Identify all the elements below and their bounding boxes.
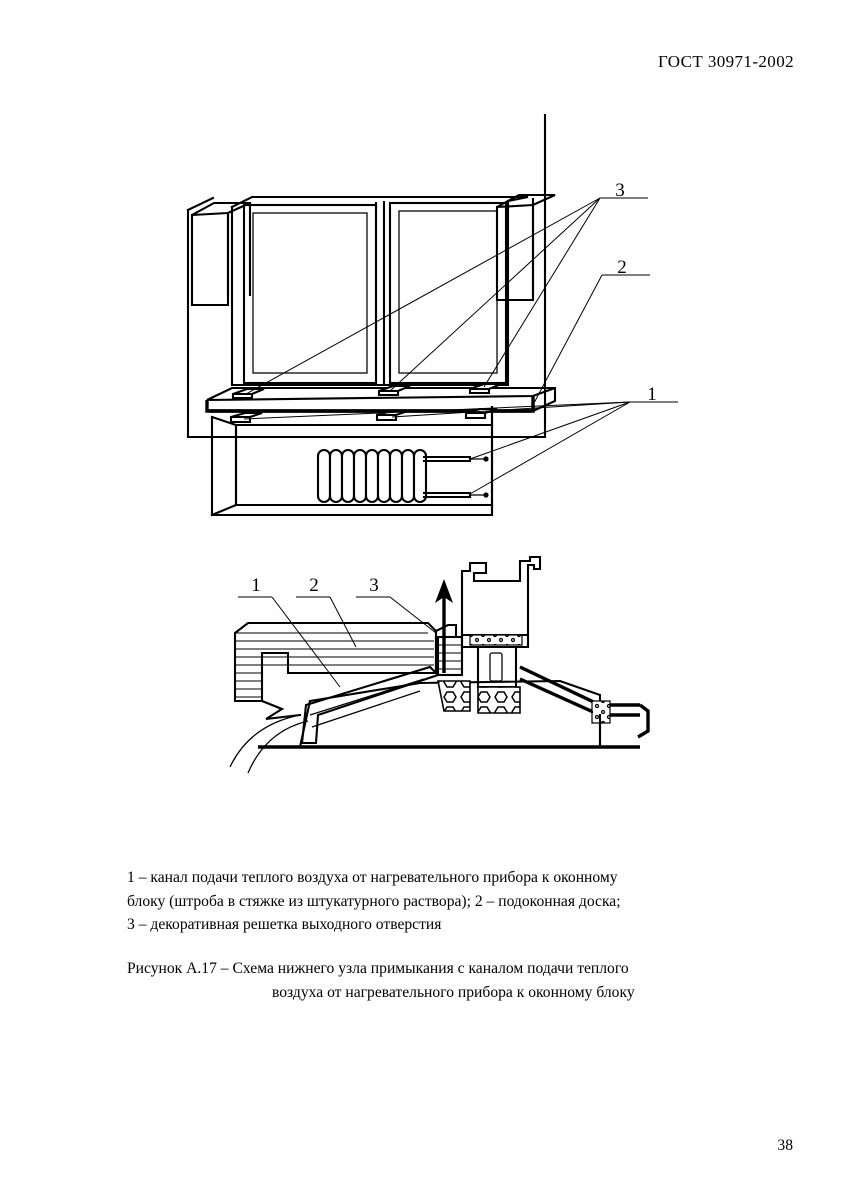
window-sash-right xyxy=(390,203,506,383)
figure-top-drawing xyxy=(0,95,849,465)
air-outlet-grille-1 xyxy=(231,413,262,422)
exterior-sill-flashing xyxy=(520,667,648,737)
radiator-sections xyxy=(318,450,426,502)
window-sash-left xyxy=(244,205,376,383)
sill-board-hatching xyxy=(235,633,434,697)
page-number: 38 xyxy=(777,1137,793,1154)
window-frame-profile xyxy=(462,557,540,687)
callout-bottom-3: 3 xyxy=(369,575,379,596)
decorative-grille-top-1 xyxy=(233,389,264,398)
figure-caption-line-1: Рисунок А.17 – Схема нижнего узла примыкания с каналом подачи теплого xyxy=(127,960,629,977)
radiator-pipes xyxy=(424,456,489,497)
figure-top-axonometric xyxy=(0,95,849,465)
callout-bottom-2: 2 xyxy=(309,575,319,596)
legend-line-1: 1 – канал подачи теплого воздуха от нагревательного прибора к оконному xyxy=(127,869,618,886)
standard-header: ГОСТ 30971-2002 xyxy=(657,52,794,71)
figure-caption-line-2: воздуха от нагревательного прибора к оконному блоку xyxy=(272,983,635,1001)
figure-bottom-drawing xyxy=(0,555,849,785)
window-sill-board-section xyxy=(235,623,436,701)
air-duct-channel xyxy=(302,667,438,743)
callout-bottom-1: 1 xyxy=(251,575,261,596)
radiator xyxy=(318,450,489,502)
callout-leaders-top xyxy=(244,198,678,494)
frame-bedding-layer xyxy=(470,635,522,645)
break-line xyxy=(262,701,300,719)
window-mullion xyxy=(376,202,384,385)
figure-legend xyxy=(127,866,787,937)
callout-top-2: 2 xyxy=(617,257,627,278)
callout-top-1: 1 xyxy=(647,384,657,405)
legend-line-3: 3 – декоративная решетка выходного отверстия xyxy=(127,916,442,934)
window-jamb-left xyxy=(192,203,250,305)
warm-air-inflow-arrows xyxy=(230,715,308,773)
figure-bottom-cross-section xyxy=(0,555,849,785)
figure-caption xyxy=(127,957,787,1004)
outlet-grille-section xyxy=(436,625,462,675)
callout-top-3: 3 xyxy=(615,180,625,201)
legend-line-2: блоку (штроба в стяжке из штукатурного раствора); 2 – подоконная доска; xyxy=(127,892,621,910)
window-frame-outer xyxy=(232,197,528,385)
